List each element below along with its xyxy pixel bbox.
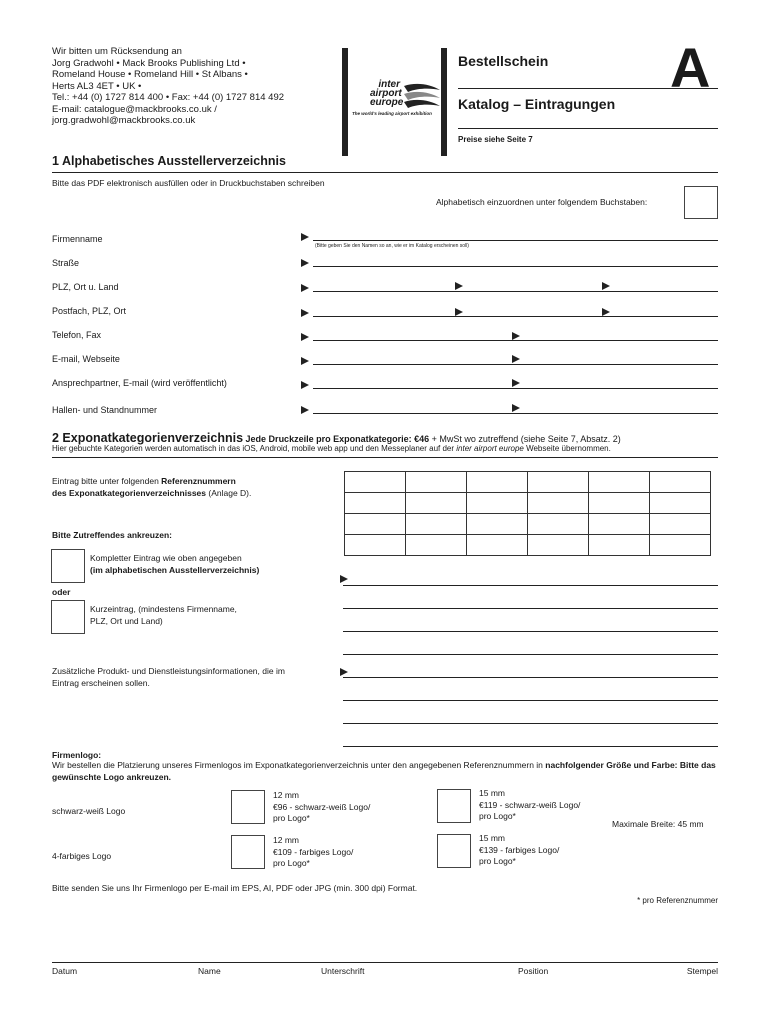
section-divider xyxy=(52,172,718,173)
logo-line-2: airport xyxy=(370,88,402,99)
field-label-contact: Ansprechpartner, E-mail (wird veröffentlicht) xyxy=(52,378,227,388)
return-address-line: Wir bitten um Rücksendung an xyxy=(52,46,182,57)
street-input[interactable] xyxy=(313,266,718,267)
bw-15mm-price: €119 - schwarz-weiß Logo/ xyxy=(479,799,581,810)
ref-cell[interactable] xyxy=(406,493,467,514)
bw-12mm-price: €96 - schwarz-weiß Logo/ xyxy=(273,801,371,812)
ref-cell[interactable] xyxy=(345,514,406,535)
bw-12mm-unit: pro Logo* xyxy=(273,813,310,823)
signature-position: Position xyxy=(518,966,549,976)
logo-bar-left xyxy=(342,48,348,156)
arrow-icon xyxy=(602,308,610,316)
field-label-pobox: Postfach, PLZ, Ort xyxy=(52,306,127,316)
extra-line1: Zusätzliche Produkt- und Dienstleistungsinformationen, die im xyxy=(52,666,285,676)
contact-input[interactable] xyxy=(313,388,718,389)
section2-note-pre: Hier gebuchte Kategorien werden automatisch in das iOS, Android, mobile web app und den Messeplaner auf der xyxy=(52,444,457,453)
ref-cell[interactable] xyxy=(589,472,650,493)
form-title: Bestellschein xyxy=(458,53,549,69)
arrow-icon xyxy=(512,332,520,340)
form-letter: A xyxy=(670,36,711,99)
arrow-icon xyxy=(340,575,348,583)
firmenlogo-text-bold: nachfolgender Größe und Farbe: Bitte das gewünschte Logo ankreuzen. xyxy=(52,760,716,782)
section-divider xyxy=(52,457,718,458)
section2-price-note: + MwSt wo zutreffend (siehe Seite 7, Absatz. 2) xyxy=(429,434,621,444)
complete-entry-checkbox[interactable] xyxy=(51,549,85,583)
field-label-phone: Telefon, Fax xyxy=(52,330,102,340)
signature-date: Datum xyxy=(52,966,78,976)
arrow-icon xyxy=(301,357,309,365)
color-15mm-size: 15 mm xyxy=(479,833,505,843)
ref-cell[interactable] xyxy=(528,472,589,493)
alphabet-letter-box[interactable] xyxy=(684,186,718,219)
bw-12mm-size: 12 mm xyxy=(273,790,299,800)
extra-info-line[interactable] xyxy=(343,746,718,747)
firmenlogo-text-pre: Wir bestellen die Platzierung unseres Firmenlogos im Exponatkategorienverzeichnis unter den angegebenen Referenznummern in xyxy=(52,760,546,770)
ref-cell[interactable] xyxy=(406,514,467,535)
ref-cell[interactable] xyxy=(528,493,589,514)
extra-line2: Eintrag erscheinen sollen. xyxy=(52,677,150,688)
form-subtitle: Katalog – Eintragungen xyxy=(458,96,616,112)
short-entry-label xyxy=(90,604,237,627)
ref-cell[interactable] xyxy=(650,535,711,556)
arrow-icon xyxy=(602,282,610,290)
firm-name-input[interactable] xyxy=(313,240,718,241)
ref-text-bold-2: des Exponatkategorienverzeichnisses xyxy=(52,487,207,498)
section2-note xyxy=(52,444,611,453)
bw-logo-label: schwarz-weiß Logo xyxy=(52,806,126,816)
ref-cell[interactable] xyxy=(650,514,711,535)
bw-12mm-label xyxy=(273,790,370,825)
return-address-line: Jorg Gradwohl • Mack Brooks Publishing Ltd • xyxy=(52,57,246,69)
stand-input[interactable] xyxy=(313,413,718,414)
color-12mm-unit: pro Logo* xyxy=(273,858,310,868)
logo-line-1: inter xyxy=(378,79,400,90)
short-entry-checkbox[interactable] xyxy=(51,600,85,634)
entry-text-line[interactable] xyxy=(343,608,718,609)
bw-15mm-unit: pro Logo* xyxy=(479,811,516,821)
field-label-email: E-mail, Webseite xyxy=(52,354,120,364)
or-label: oder xyxy=(52,587,71,597)
ref-cell[interactable] xyxy=(650,493,711,514)
color-15mm-checkbox[interactable] xyxy=(437,834,471,868)
arrow-icon xyxy=(301,259,309,267)
color-12mm-size: 12 mm xyxy=(273,835,299,845)
event-logo xyxy=(352,80,440,120)
arrow-icon xyxy=(512,379,520,387)
return-address xyxy=(52,46,284,127)
signature-stamp: Stempel xyxy=(686,966,718,976)
arrow-icon xyxy=(512,404,520,412)
arrow-icon xyxy=(455,308,463,316)
field-label-firm: Firmenname xyxy=(52,234,103,244)
signature-signature: Unterschrift xyxy=(321,966,365,976)
section2-note-post: Webseite übernommen. xyxy=(523,444,611,453)
arrow-icon xyxy=(301,233,309,241)
logo-line-3: europe xyxy=(370,97,404,108)
section1-instruction: Bitte das PDF elektronisch ausfüllen oder in Druckbuchstaben schreiben xyxy=(52,178,325,188)
arrow-icon xyxy=(512,355,520,363)
return-address-line: jorg.gradwohl@mackbrooks.co.uk xyxy=(52,115,196,126)
return-address-line: E-mail: catalogue@mackbrooks.co.uk / xyxy=(52,103,217,115)
ref-cell[interactable] xyxy=(589,493,650,514)
return-address-line: Tel.: +44 (0) 1727 814 400 • Fax: +44 (0) 1727 814 492 xyxy=(52,92,285,103)
ref-cell[interactable] xyxy=(467,535,528,556)
ref-number-text xyxy=(52,476,251,499)
ref-cell[interactable] xyxy=(406,472,467,493)
ref-cell[interactable] xyxy=(467,472,528,493)
option2-line2: PLZ, Ort und Land) xyxy=(90,615,163,626)
ref-cell[interactable] xyxy=(345,472,406,493)
extra-info-line[interactable] xyxy=(343,723,718,724)
color-12mm-label xyxy=(273,835,353,870)
option2-line1: Kurzeintrag, (mindestens Firmenname, xyxy=(90,604,237,614)
color-15mm-price: €139 - farbiges Logo/ xyxy=(479,844,560,855)
ref-cell[interactable] xyxy=(467,493,528,514)
signature-name: Name xyxy=(198,966,221,976)
ref-text-1: Eintrag bitte unter folgenden xyxy=(52,476,162,486)
field-label-street: Straße xyxy=(52,258,80,268)
phone-input[interactable] xyxy=(313,340,718,341)
section2-price: Jede Druckzeile pro Exponatkategorie: €46 xyxy=(243,434,430,444)
color-12mm-price: €109 - farbiges Logo/ xyxy=(273,846,354,857)
arrow-icon xyxy=(340,668,348,676)
firm-name-hint: (Bitte geben Sie den Namen so an, wie er im Katalog erscheinen soll) xyxy=(315,243,469,249)
ref-cell[interactable] xyxy=(650,472,711,493)
ref-cell[interactable] xyxy=(528,535,589,556)
ref-cell[interactable] xyxy=(406,535,467,556)
option1-line1: Kompletter Eintrag wie oben angegeben xyxy=(90,553,242,563)
check-heading: Bitte Zutreffendes ankreuzen: xyxy=(52,530,172,540)
city-input[interactable] xyxy=(313,291,718,292)
ref-text-2: (Anlage D). xyxy=(206,487,252,498)
extra-info-line[interactable] xyxy=(343,700,718,701)
alphabet-label: Alphabetisch einzuordnen unter folgendem Buchstaben: xyxy=(436,197,648,207)
extra-info-label xyxy=(52,666,285,689)
extra-info-line[interactable] xyxy=(343,677,718,678)
firmenlogo-text xyxy=(52,760,722,783)
section1-title: 1 Alphabetisches Ausstellerverzeichnis xyxy=(52,154,286,168)
arrow-icon xyxy=(455,282,463,290)
firmenlogo-heading: Firmenlogo: xyxy=(52,750,102,760)
bw-15mm-checkbox[interactable] xyxy=(437,789,471,823)
arrow-icon xyxy=(301,406,309,414)
email-input[interactable] xyxy=(313,364,718,365)
ref-cell[interactable] xyxy=(345,535,406,556)
ref-cell[interactable] xyxy=(589,535,650,556)
return-address-line: Herts AL3 4ET • UK • xyxy=(52,80,142,92)
color-logo-label: 4-farbiges Logo xyxy=(52,851,112,861)
ref-text-bold-1: Referenznummern xyxy=(161,476,236,486)
ref-cell[interactable] xyxy=(528,514,589,535)
bw-12mm-checkbox[interactable] xyxy=(231,790,265,824)
header-rule xyxy=(458,128,718,129)
bw-15mm-label xyxy=(479,788,580,823)
entry-text-line[interactable] xyxy=(343,631,718,632)
field-label-city: PLZ, Ort u. Land xyxy=(52,282,119,292)
field-label-stand: Hallen- und Standnummer xyxy=(52,405,158,415)
footnote: * pro Referenznummer xyxy=(637,896,718,905)
arrow-icon xyxy=(301,284,309,292)
max-width-note: Maximale Breite: 45 mm xyxy=(612,819,704,829)
entry-text-line[interactable] xyxy=(343,585,718,586)
logo-tagline: The world's leading airport exhibition xyxy=(352,111,432,116)
section2-title-main: 2 Exponatkategorienverzeichnis xyxy=(52,431,244,445)
arrow-icon xyxy=(301,333,309,341)
return-address-line: Romeland House • Romeland Hill • St Albans • xyxy=(52,69,248,80)
complete-entry-label xyxy=(90,553,259,576)
entry-text-line[interactable] xyxy=(343,654,718,655)
signature-line[interactable] xyxy=(52,962,718,963)
option1-line2: (im alphabetischen Ausstellerverzeichnis) xyxy=(90,564,260,575)
send-logo-note: Bitte senden Sie uns Ihr Firmenlogo per E-mail im EPS, AI, PDF oder JPG (min. 300 dpi) Format. xyxy=(52,883,418,893)
arrow-icon xyxy=(301,381,309,389)
ref-cell[interactable] xyxy=(345,493,406,514)
ref-cell[interactable] xyxy=(589,514,650,535)
price-note: Preise siehe Seite 7 xyxy=(458,135,533,144)
pobox-input[interactable] xyxy=(313,316,718,317)
ref-cell[interactable] xyxy=(467,514,528,535)
bw-15mm-size: 15 mm xyxy=(479,788,505,798)
color-15mm-label xyxy=(479,833,559,868)
reference-number-grid xyxy=(344,471,711,556)
airplane-swoosh-icon xyxy=(402,80,442,110)
section2-note-italic: inter airport europe xyxy=(456,444,524,453)
header-rule xyxy=(458,88,718,89)
arrow-icon xyxy=(301,309,309,317)
color-12mm-checkbox[interactable] xyxy=(231,835,265,869)
color-15mm-unit: pro Logo* xyxy=(479,856,516,866)
